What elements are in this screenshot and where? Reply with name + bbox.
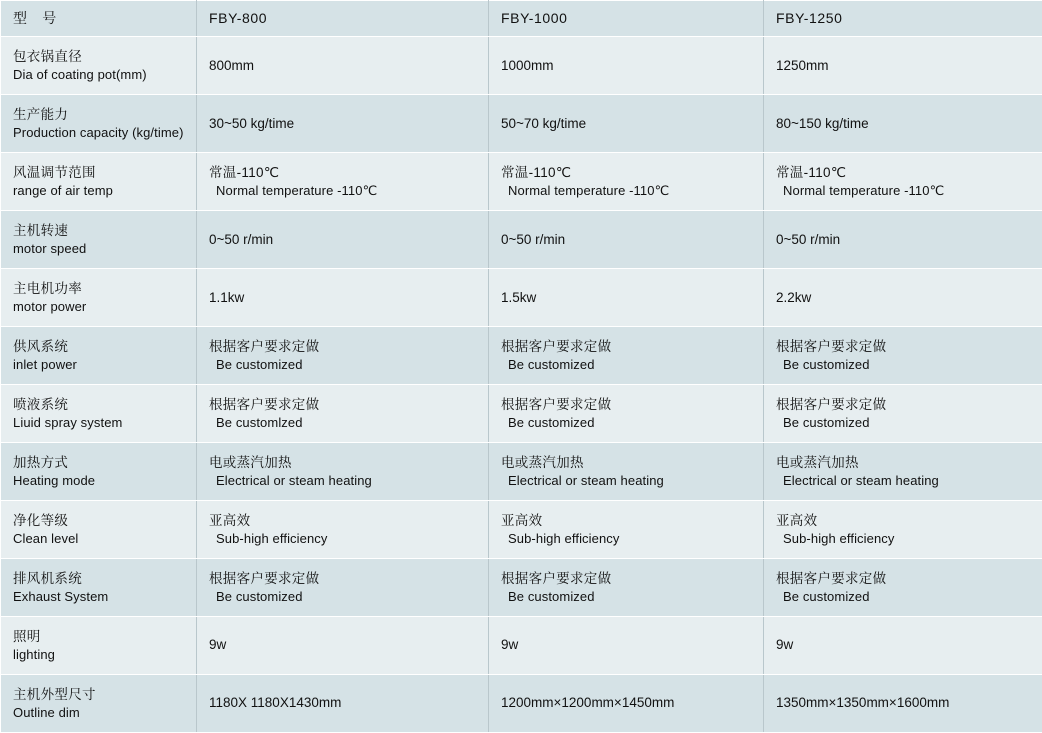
row-value-cell	[489, 153, 764, 211]
row-label-cell	[1, 675, 197, 733]
value-en: Electrical or steam heating	[216, 472, 372, 488]
value-text: 50~70 kg/time	[501, 115, 587, 131]
table-row	[1, 269, 1042, 327]
row-value-cell	[489, 501, 764, 559]
value-en: Be customized	[216, 588, 303, 604]
value-en: Sub-high efficiency	[216, 530, 328, 546]
row-value-cell	[489, 617, 764, 675]
row-value-cell	[197, 501, 489, 559]
value-en: Be customized	[508, 588, 595, 604]
row-label-en: Dia of coating pot(mm)	[13, 67, 147, 82]
table-row	[1, 37, 1042, 95]
row-value-cell	[764, 269, 1042, 327]
row-value-cell	[489, 327, 764, 385]
value-en: Be customized	[783, 356, 870, 372]
row-label-cell	[1, 559, 197, 617]
table-row	[1, 617, 1042, 675]
table-header-row	[1, 1, 1042, 37]
value-text: 1350mm×1350mm×1600mm	[776, 695, 950, 711]
row-label-cn: 加热方式	[13, 454, 69, 470]
value-en: Be customlzed	[216, 414, 303, 430]
row-label-cn: 主机转速	[13, 222, 69, 238]
row-value-cell	[489, 385, 764, 443]
row-value-cell	[764, 617, 1042, 675]
row-label-cell	[1, 501, 197, 559]
row-value-cell	[489, 211, 764, 269]
table-row	[1, 385, 1042, 443]
table-body	[1, 1, 1042, 733]
header-model-cn: 型 号	[13, 10, 57, 27]
row-label-cn: 主机外型尺寸	[13, 686, 96, 702]
row-label-en: motor speed	[13, 240, 87, 256]
value-text: 30~50 kg/time	[209, 115, 295, 131]
row-label-cell	[1, 95, 197, 153]
header-fby1250-label: FBY-1250	[776, 10, 843, 27]
value-cn: 根据客户要求定做	[501, 396, 612, 412]
row-label-cell	[1, 385, 197, 443]
value-text: 0~50 r/min	[776, 231, 841, 247]
row-label-cn: 包衣锅直径	[13, 48, 82, 64]
header-cell-fby1000	[489, 1, 764, 37]
value-en: Normal temperature -110℃	[216, 182, 378, 198]
row-value-cell	[489, 675, 764, 733]
value-en: Normal temperature -110℃	[783, 182, 945, 198]
row-value-cell	[197, 95, 489, 153]
value-cn: 电或蒸汽加热	[501, 454, 584, 470]
row-label-cn: 生产能力	[13, 106, 69, 122]
value-text: 1.1kw	[209, 289, 245, 305]
row-label-cn: 排风机系统	[13, 570, 82, 586]
header-fby1000-label: FBY-1000	[501, 10, 568, 27]
row-label-en: motor power	[13, 298, 87, 314]
row-value-cell	[489, 443, 764, 501]
header-cell-fby1250	[764, 1, 1042, 37]
value-cn: 根据客户要求定做	[209, 396, 320, 412]
value-cn: 常温-110℃	[209, 164, 280, 180]
row-value-cell	[197, 269, 489, 327]
row-value-cell	[489, 559, 764, 617]
row-value-cell	[197, 385, 489, 443]
header-cell-fby800	[197, 1, 489, 37]
value-cn: 亚高效	[501, 512, 543, 528]
table-row	[1, 95, 1042, 153]
row-value-cell	[764, 501, 1042, 559]
row-value-cell	[764, 95, 1042, 153]
row-label-en: Clean level	[13, 530, 79, 546]
row-value-cell	[197, 559, 489, 617]
row-value-cell	[764, 211, 1042, 269]
row-label-cn: 供风系统	[13, 338, 69, 354]
row-label-en: inlet power	[13, 356, 77, 372]
value-en: Electrical or steam heating	[508, 472, 664, 488]
row-label-en: Liuid spray system	[13, 414, 123, 430]
value-text: 80~150 kg/time	[776, 115, 869, 131]
value-text: 0~50 r/min	[501, 231, 566, 247]
table-row	[1, 327, 1042, 385]
row-value-cell	[764, 443, 1042, 501]
row-label-cell	[1, 153, 197, 211]
value-cn: 亚高效	[209, 512, 251, 528]
value-en: Be customized	[508, 414, 595, 430]
value-en: Sub-high efficiency	[783, 530, 895, 546]
row-value-cell	[489, 269, 764, 327]
value-en: Normal temperature -110℃	[508, 182, 670, 198]
value-text: 2.2kw	[776, 289, 812, 305]
value-en: Electrical or steam heating	[783, 472, 939, 488]
header-fby800-label: FBY-800	[209, 10, 268, 27]
value-text: 1200mm×1200mm×1450mm	[501, 695, 675, 711]
row-value-cell	[764, 559, 1042, 617]
table-row	[1, 559, 1042, 617]
row-value-cell	[764, 327, 1042, 385]
value-cn: 根据客户要求定做	[501, 338, 612, 354]
value-cn: 根据客户要求定做	[501, 570, 612, 586]
value-text: 1250mm	[776, 57, 829, 73]
table-row	[1, 675, 1042, 733]
value-cn: 电或蒸汽加热	[776, 454, 859, 470]
row-value-cell	[764, 37, 1042, 95]
value-text: 9w	[501, 637, 519, 653]
row-value-cell	[489, 95, 764, 153]
value-cn: 根据客户要求定做	[776, 570, 887, 586]
row-label-cell	[1, 327, 197, 385]
value-cn: 常温-110℃	[501, 164, 572, 180]
value-en: Sub-high efficiency	[508, 530, 620, 546]
value-en: Be customized	[508, 356, 595, 372]
row-value-cell	[197, 675, 489, 733]
row-label-cell	[1, 211, 197, 269]
value-cn: 根据客户要求定做	[776, 396, 887, 412]
row-label-cell	[1, 37, 197, 95]
row-label-cell	[1, 269, 197, 327]
row-label-cn: 净化等级	[13, 512, 69, 528]
row-label-cell	[1, 443, 197, 501]
row-label-en: lighting	[13, 646, 55, 662]
value-text: 1000mm	[501, 57, 554, 73]
value-cn: 根据客户要求定做	[776, 338, 887, 354]
table-row	[1, 153, 1042, 211]
row-label-en: Exhaust System	[13, 588, 109, 604]
value-cn: 电或蒸汽加热	[209, 454, 292, 470]
header-cell-model	[1, 1, 197, 37]
table-row	[1, 211, 1042, 269]
row-value-cell	[197, 327, 489, 385]
value-text: 9w	[209, 637, 227, 653]
row-label-en: Production capacity (kg/time)	[13, 124, 184, 140]
row-value-cell	[197, 617, 489, 675]
row-value-cell	[197, 153, 489, 211]
value-text: 0~50 r/min	[209, 231, 274, 247]
row-label-cell	[1, 617, 197, 675]
row-label-en: Heating mode	[13, 472, 96, 488]
table-row	[1, 501, 1042, 559]
table-row	[1, 443, 1042, 501]
row-label-cn: 风温调节范围	[13, 164, 96, 180]
value-cn: 根据客户要求定做	[209, 570, 320, 586]
value-text: 1.5kw	[501, 289, 537, 305]
value-text: 800mm	[209, 57, 255, 73]
value-cn: 亚高效	[776, 512, 818, 528]
value-cn: 根据客户要求定做	[209, 338, 320, 354]
row-value-cell	[764, 153, 1042, 211]
row-label-cn: 照明	[13, 628, 41, 644]
row-value-cell	[197, 211, 489, 269]
row-label-en: Outline dim	[13, 704, 80, 720]
row-value-cell	[197, 37, 489, 95]
row-label-cn: 主电机功率	[13, 280, 82, 296]
row-label-en: range of air temp	[13, 182, 113, 198]
value-cn: 常温-110℃	[776, 164, 847, 180]
value-text: 1180X 1180X1430mm	[209, 695, 342, 711]
value-en: Be customized	[783, 414, 870, 430]
row-label-cn: 喷液系统	[13, 396, 69, 412]
row-value-cell	[764, 385, 1042, 443]
value-en: Be customized	[783, 588, 870, 604]
row-value-cell	[489, 37, 764, 95]
value-text: 9w	[776, 637, 794, 653]
row-value-cell	[764, 675, 1042, 733]
row-value-cell	[197, 443, 489, 501]
value-en: Be customized	[216, 356, 303, 372]
